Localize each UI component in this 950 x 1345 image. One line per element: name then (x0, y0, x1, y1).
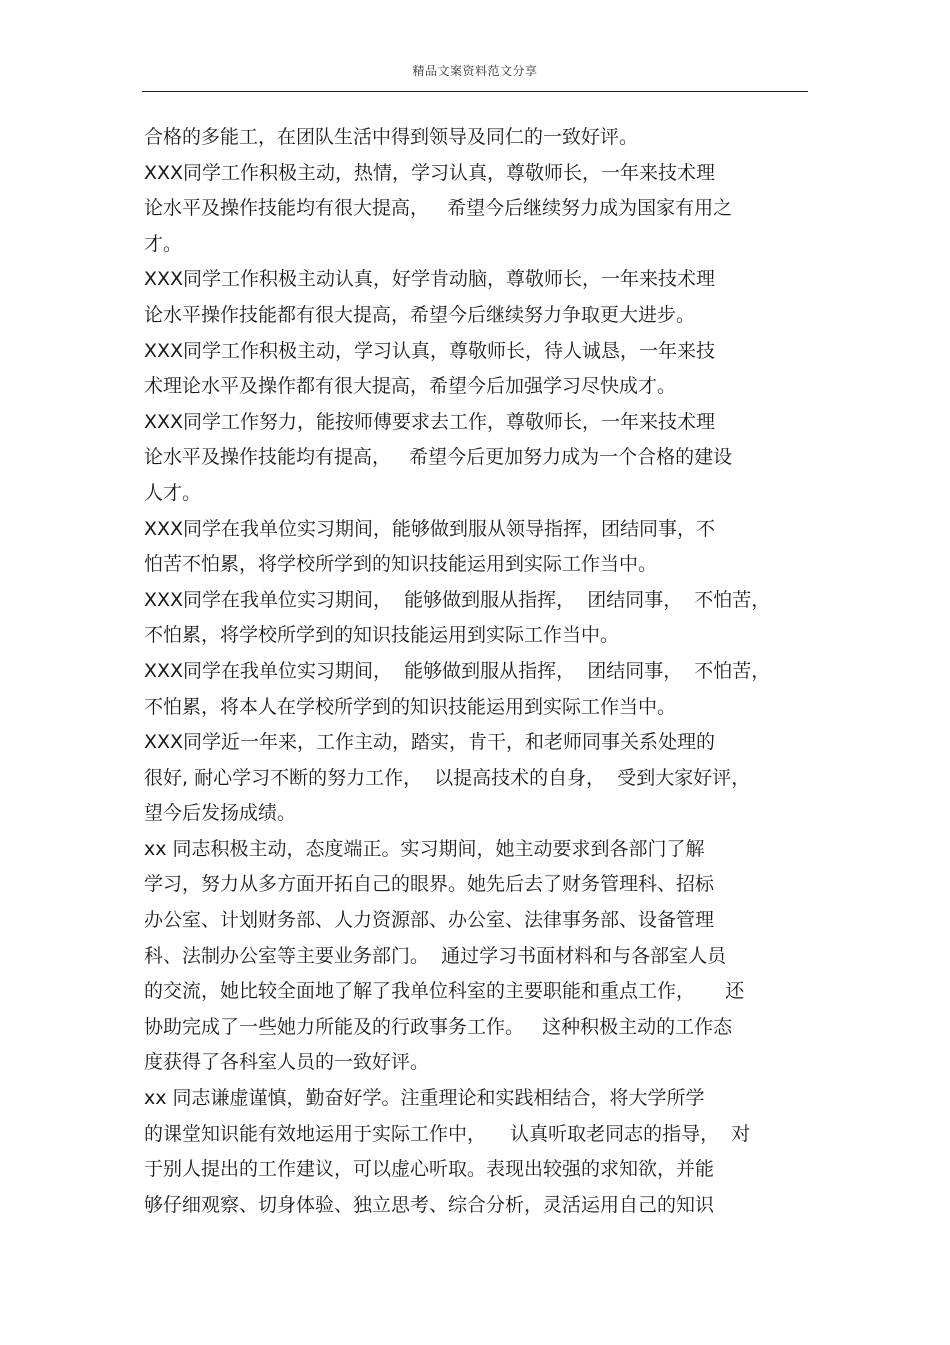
text-line: 人才。 (144, 481, 202, 504)
text-line: xx 同志谦虚谨慎，勤奋好学。注重理论和实践相结合，将大学所学 (144, 1087, 705, 1110)
text-line: 办公室、计划财务部、人力资源部、办公室、法律事务部、设备管理 (144, 909, 715, 932)
text-line: XXX同学在我单位实习期间，能够做到服从领导指挥，团结同事，不 (144, 517, 716, 540)
text-line: 于别人提出的工作建议，可以虚心听取。表现出较强的求知欲，并能 (144, 1158, 715, 1181)
text-line: 协助完成了一些她力所能及的行政事务工作。 这种积极主动的工作态 (144, 1015, 733, 1038)
text-line: XXX同学工作积极主动，热情，学习认真，尊敬师长，一年来技术理 (144, 161, 716, 184)
text-line: XXX同学工作积极主动，学习认真，尊敬师长，待人诚恳，一年来技 (144, 339, 716, 362)
page-header: 精品文案资料范文分享 (412, 64, 538, 78)
text-line: xx 同志积极主动，态度端正。实习期间，她主动要求到各部门了解 (144, 837, 705, 860)
text-line: 的课堂知识能有效地运用于实际工作中， 认真听取老同志的指导， 对 (144, 1122, 751, 1145)
text-line: 很好, 耐心学习不断的努力工作， 以提高技术的自身， 受到大家好评， (144, 766, 751, 789)
text-line: 不怕累，将本人在学校所学到的知识技能运用到实际工作当中。 (144, 695, 677, 718)
text-line: 论水平及操作技能均有很大提高， 希望今后继续努力成为国家有用之 (144, 197, 733, 220)
text-line: 不怕累，将学校所学到的知识技能运用到实际工作当中。 (144, 624, 620, 647)
text-line: 科、法制办公室等主要业务部门。 通过学习书面材料和与各部室人员 (144, 944, 727, 967)
text-line: XXX同学近一年来，工作主动，踏实，肯干，和老师同事关系处理的 (144, 731, 716, 754)
text-line: 学习，努力从多方面开拓自己的眼界。她先后去了财务管理科、招标 (144, 873, 715, 896)
text-line: 度获得了各科室人员的一致好评。 (144, 1051, 430, 1074)
text-line: XXX同学工作努力，能按师傅要求去工作，尊敬师长，一年来技术理 (144, 410, 716, 433)
text-line: XXX同学在我单位实习期间， 能够做到服从指挥， 团结同事， 不怕苦， (144, 588, 771, 611)
text-line: 才。 (144, 232, 183, 255)
text-line: 的交流，她比较全面地了解了我单位科室的主要职能和重点工作， 还 (144, 980, 745, 1003)
text-line: 望今后发扬成绩。 (144, 802, 297, 825)
text-line: 够仔细观察、切身体验、独立思考、综合分析，灵活运用自己的知识 (144, 1193, 715, 1216)
text-line: 术理论水平及操作都有很大提高，希望今后加强学习尽快成才。 (144, 375, 677, 398)
text-line: 合格的多能工，在团队生活中得到领导及同仁的一致好评。 (144, 126, 639, 148)
text-line: XXX同学工作积极主动认真，好学肯动脑，尊敬师长，一年来技术理 (144, 268, 716, 291)
text-line: 怕苦不怕累，将学校所学到的知识技能运用到实际工作当中。 (144, 553, 658, 576)
body-text (144, 120, 812, 1223)
text-line: 论水平及操作技能均有提高， 希望今后更加努力成为一个合格的建设 (144, 446, 733, 469)
header-divider (142, 91, 808, 92)
text-line: XXX同学在我单位实习期间， 能够做到服从指挥， 团结同事， 不怕苦， (144, 659, 771, 682)
text-line: 论水平操作技能都有很大提高，希望今后继续努力争取更大进步。 (144, 303, 696, 326)
